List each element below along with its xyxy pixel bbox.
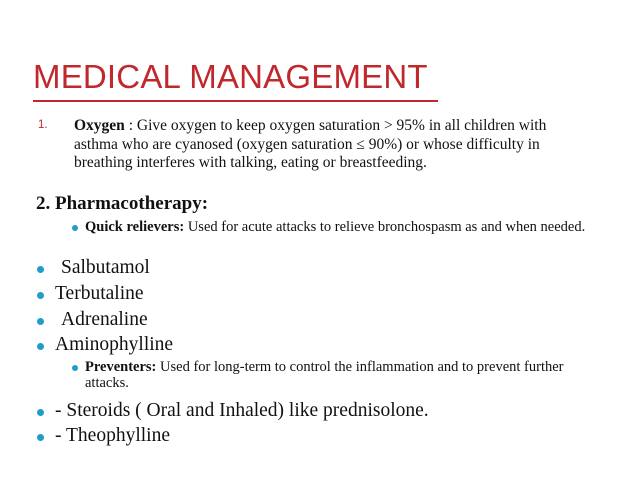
oxygen-label: Oxygen bbox=[74, 117, 125, 134]
preventers-text: Used for long-term to control the inflammation and to prevent further attacks. bbox=[85, 359, 564, 391]
list-number: 1. bbox=[38, 119, 48, 131]
list-item: Aminophylline bbox=[55, 334, 174, 355]
oxygen-text: : Give oxygen to keep oxygen saturation > 95% in all children with asthma who are cyanosed (oxygen saturation ≤ 90%) or whose difficulty in breathing interferes with talking, eating or breastfeeding. bbox=[74, 117, 547, 171]
quick-relievers-text: Used for acute attacks to relieve bronchospasm as and when needed. bbox=[184, 219, 586, 235]
bullet-icon bbox=[37, 318, 44, 325]
preventers-label: Preventers: bbox=[85, 359, 157, 375]
bullet-icon bbox=[37, 434, 44, 441]
quick-relievers-label: Quick relievers: bbox=[85, 219, 185, 235]
bullet-icon bbox=[37, 292, 44, 299]
list-item: - Theophylline bbox=[55, 425, 170, 446]
list-item: Adrenaline bbox=[61, 309, 148, 330]
list-item: Terbutaline bbox=[55, 283, 144, 304]
title-underline bbox=[33, 100, 438, 102]
bullet-icon bbox=[37, 266, 44, 273]
bullet-icon bbox=[72, 225, 78, 231]
list-item: - Steroids ( Oral and Inhaled) like prednisolone. bbox=[55, 400, 429, 421]
quick-relievers-item bbox=[85, 219, 605, 235]
preventers-item bbox=[85, 359, 605, 391]
slide-title: MEDICAL MANAGEMENT bbox=[33, 58, 428, 95]
list-item: Salbutamol bbox=[61, 257, 150, 278]
pharmacotherapy-heading: 2. Pharmacotherapy: bbox=[36, 193, 209, 214]
oxygen-paragraph bbox=[74, 117, 594, 173]
bullet-icon bbox=[72, 365, 78, 371]
bullet-icon bbox=[37, 409, 44, 416]
bullet-icon bbox=[37, 343, 44, 350]
